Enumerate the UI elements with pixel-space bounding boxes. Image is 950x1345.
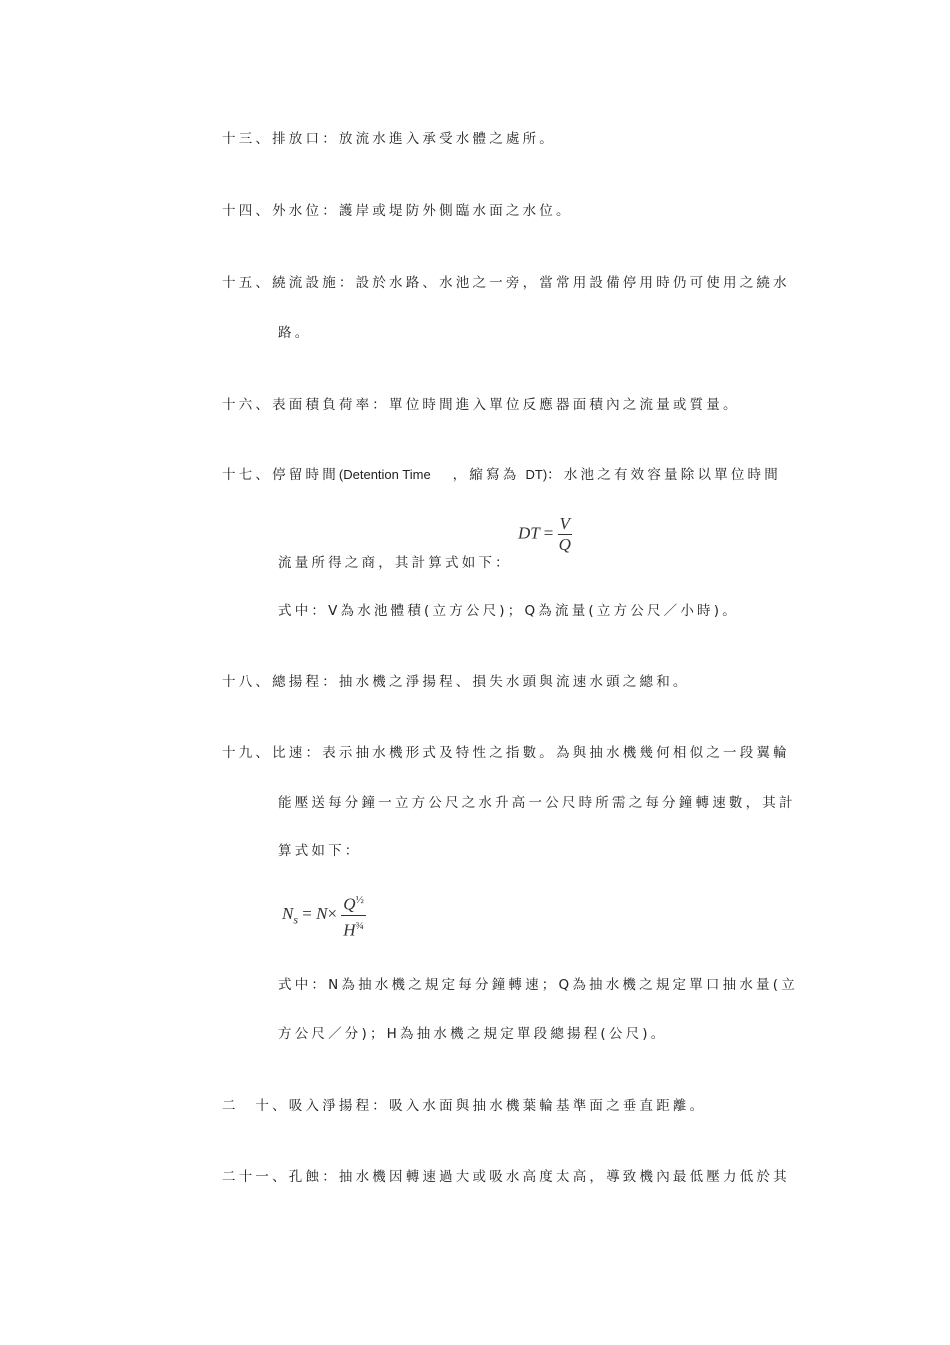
line-17a-part4: DT) <box>525 467 548 482</box>
line-15b: 路。 <box>278 325 312 341</box>
line-17a <box>222 466 781 484</box>
line-16: 十六、表面積負荷率：單位時間進入單位反應器面積內之流量或質量。 <box>222 397 740 413</box>
line-13: 十三、排放口：放流水進入承受水體之處所。 <box>222 131 556 147</box>
line-17b: 流量所得之商，其計算式如下： <box>278 555 512 571</box>
line-18: 十八、總揚程：抽水機之淨揚程、損失水頭與流速水頭之總和。 <box>222 674 690 690</box>
formula-dt-denominator: Q <box>558 535 571 554</box>
line-21: 二十一、孔蝕：抽水機因轉速過大或吸水高度太高，導致機內最低壓力低於其 <box>222 1169 790 1185</box>
line-19d: 式中：N為抽水機之規定每分鐘轉速；Q為抽水機之規定單口抽水量(立 <box>278 977 798 993</box>
line-19c: 算式如下： <box>278 843 362 859</box>
line-17a-part2: (Detention Time <box>338 467 431 482</box>
line-14: 十四、外水位：護岸或堤防外側臨水面之水位。 <box>222 203 573 219</box>
line-17a-part3: ，縮寫為 <box>452 467 520 483</box>
line-19b: 能壓送每分鐘一立方公尺之水升高一公尺時所需之每分鐘轉速數，其計 <box>278 795 796 811</box>
formula-ns-sub: s <box>293 912 299 927</box>
formula-dt-numerator: V <box>559 514 570 533</box>
line-15a: 十五、繞流設施：設於水路、水池之一旁，當常用設備停用時仍可使用之繞水 <box>222 275 790 291</box>
formula-ns-denominator: $H^{\frac{3}{4}}$ <box>343 919 364 940</box>
formula-dt-fraction <box>558 514 572 555</box>
line-19a: 十九、比速：表示抽水機形式及特性之指數。為與抽水機幾何相似之一段翼輪 <box>222 745 790 761</box>
line-19e: 方公尺／分)；H為抽水機之規定單段總揚程(公尺)。 <box>278 1026 668 1042</box>
formula-dt-lhs: DT <box>518 523 540 543</box>
formula-ns <box>282 890 366 940</box>
formula-ns-times: × <box>327 904 338 924</box>
formula-ns-n: N <box>316 904 328 924</box>
formula-dt <box>518 514 572 555</box>
line-17a-part1: 十七、停留時間 <box>222 467 339 483</box>
formula-ns-lhs: N <box>282 904 294 924</box>
formula-ns-fraction <box>341 890 366 940</box>
line-20: 二 十、吸入淨揚程：吸入水面與抽水機葉輪基準面之垂直距離。 <box>222 1098 707 1114</box>
line-17a-part5: ：水池之有效容量除以單位時間 <box>547 467 781 483</box>
formula-ns-eq: = <box>302 904 312 924</box>
line-17c: 式中：V為水池體積(立方公尺)；Q為流量(立方公尺／小時)。 <box>278 603 739 619</box>
formula-dt-eq: = <box>543 523 554 543</box>
formula-ns-numerator: $Q^{\frac{1}{2}}$ <box>341 890 366 916</box>
